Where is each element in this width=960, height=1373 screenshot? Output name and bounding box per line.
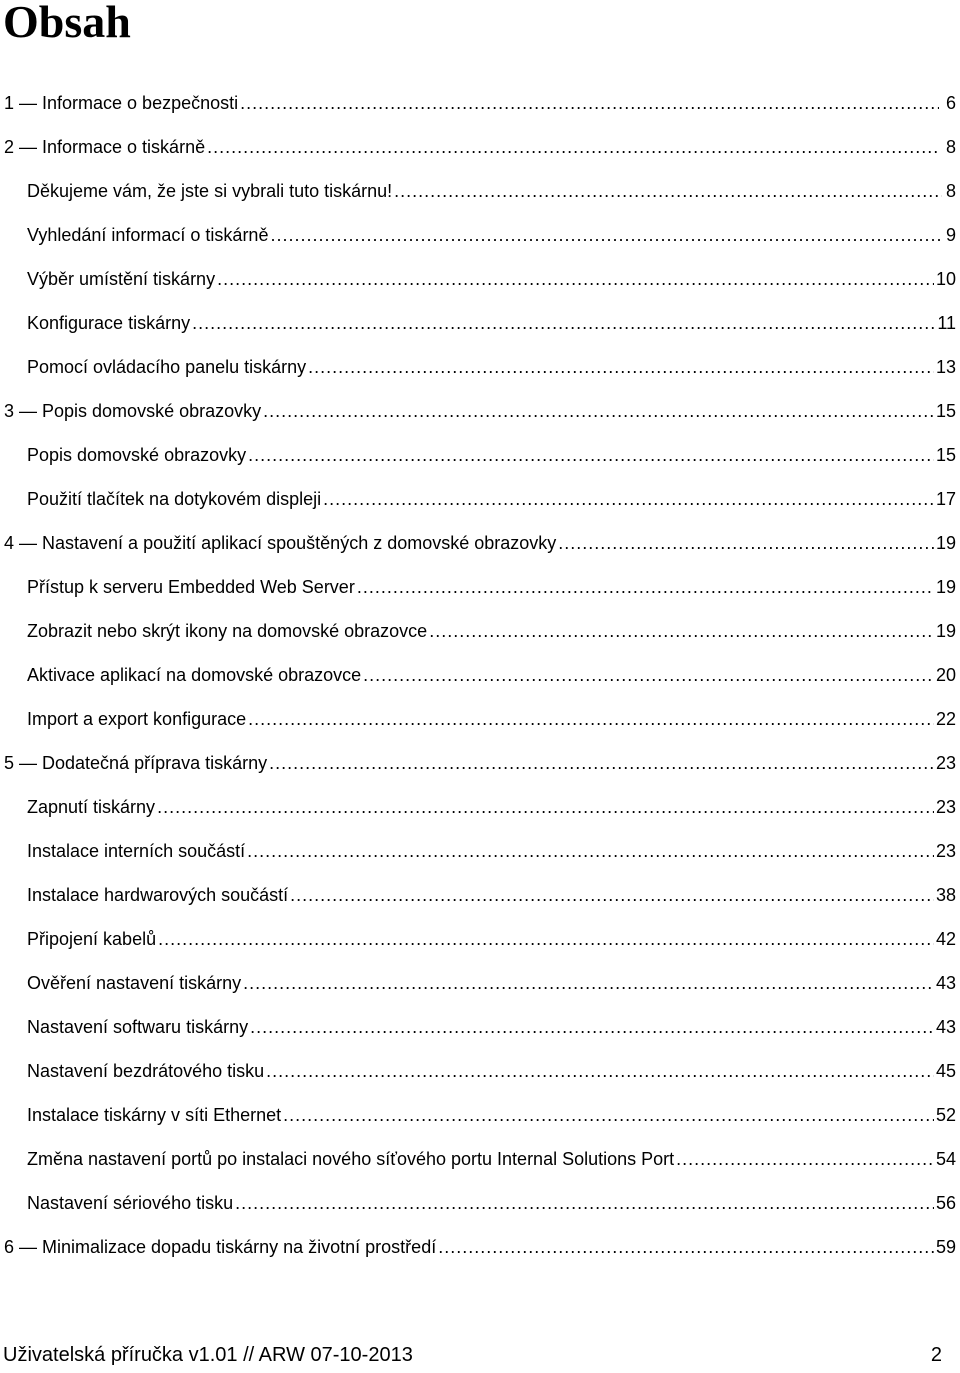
toc-entry-label: Nastavení bezdrátového tisku: [27, 1060, 265, 1081]
toc-entry-page: 23: [935, 796, 956, 817]
toc-entry-label: Pomocí ovládacího panelu tiskárny: [27, 356, 307, 377]
toc-entry-label: Vyhledání informací o tiskárně: [27, 224, 269, 245]
toc-entry[interactable]: [0, 741, 960, 785]
toc-dot-leader: [308, 357, 934, 378]
toc-entry-page: 19: [935, 576, 956, 597]
toc-entry-label: Zapnutí tiskárny: [27, 796, 156, 817]
toc-entry-label: 3 — Popis domovské obrazovky: [4, 400, 262, 421]
toc-entry-page: 8: [945, 180, 956, 201]
toc-entry-label: Konfigurace tiskárny: [27, 312, 191, 333]
toc-entry[interactable]: [0, 389, 960, 433]
toc-entry-page: 9: [945, 224, 956, 245]
toc-entry[interactable]: [0, 609, 960, 653]
toc-dot-leader: [250, 1017, 934, 1038]
toc-dot-leader: [270, 225, 939, 246]
toc-entry[interactable]: [0, 521, 960, 565]
toc-entry[interactable]: [0, 1049, 960, 1093]
toc-entry-label: 1 — Informace o bezpečnosti: [4, 92, 239, 113]
footer-document-info: Uživatelská příručka v1.01 // ARW 07-10-2013: [3, 1344, 413, 1366]
toc-entry-page: 54: [935, 1148, 956, 1169]
toc-entry[interactable]: [0, 873, 960, 917]
toc-entry[interactable]: [0, 1225, 960, 1269]
toc-entry[interactable]: [0, 917, 960, 961]
toc-entry[interactable]: [0, 345, 960, 389]
toc-entry[interactable]: [0, 785, 960, 829]
toc-entry[interactable]: [0, 125, 960, 169]
toc-dot-leader: [157, 797, 934, 818]
toc-entry-label: Instalace hardwarových součástí: [27, 884, 289, 905]
footer-page-number: 2: [930, 1344, 942, 1366]
toc-entry[interactable]: [0, 653, 960, 697]
toc-entry-page: 38: [935, 884, 956, 905]
toc-entry-page: 45: [935, 1060, 956, 1081]
toc-entry-page: 23: [935, 840, 956, 861]
toc-dot-leader: [240, 93, 939, 114]
toc-entry[interactable]: [0, 301, 960, 345]
toc-entry-page: 23: [935, 752, 956, 773]
toc-entry[interactable]: [0, 213, 960, 257]
toc-dot-leader: [247, 841, 934, 862]
toc-entry-page: 22: [935, 708, 956, 729]
toc-dot-leader: [363, 665, 934, 686]
toc-entry-page: 15: [935, 400, 956, 421]
toc-entry-label: 4 — Nastavení a použití aplikací spouštěných z domovské obrazovky: [4, 532, 557, 553]
toc-entry-page: 43: [935, 972, 956, 993]
toc-dot-leader: [438, 1237, 934, 1258]
toc-entry-page: 17: [935, 488, 956, 509]
toc-entry-label: Zobrazit nebo skrýt ikony na domovské obrazovce: [27, 620, 428, 641]
toc-entry[interactable]: [0, 565, 960, 609]
toc-entry[interactable]: [0, 257, 960, 301]
toc-entry-label: Nastavení softwaru tiskárny: [27, 1016, 249, 1037]
toc-dot-leader: [217, 269, 934, 290]
toc-entry-label: 6 — Minimalizace dopadu tiskárny na životní prostředí: [4, 1236, 437, 1257]
toc-entry-page: 10: [935, 268, 956, 289]
toc-dot-leader: [248, 445, 934, 466]
toc-entry-label: Děkujeme vám, že jste si vybrali tuto tiskárnu!: [27, 180, 393, 201]
toc-entry-label: 5 — Dodatečná příprava tiskárny: [4, 752, 268, 773]
toc-entry[interactable]: [0, 477, 960, 521]
toc-dot-leader: [676, 1149, 934, 1170]
toc-entry-page: 8: [945, 136, 956, 157]
toc-entry[interactable]: [0, 1005, 960, 1049]
toc-dot-leader: [235, 1193, 934, 1214]
toc-dot-leader: [248, 709, 934, 730]
toc-entry-label: Změna nastavení portů po instalaci nového síťového portu Internal Solutions Port: [27, 1148, 675, 1169]
toc-entry[interactable]: [0, 697, 960, 741]
toc-dot-leader: [158, 929, 934, 950]
toc-dot-leader: [290, 885, 934, 906]
toc-entry[interactable]: [0, 433, 960, 477]
toc-entry-label: Import a export konfigurace: [27, 708, 247, 729]
toc-entry-page: 59: [935, 1236, 956, 1257]
toc-dot-leader: [357, 577, 934, 598]
toc-entry-page: 11: [937, 312, 956, 333]
toc-dot-leader: [269, 753, 934, 774]
toc-entry[interactable]: [0, 1137, 960, 1181]
toc-entry[interactable]: [0, 1181, 960, 1225]
toc-entry-label: Instalace interních součástí: [27, 840, 246, 861]
toc-entry-label: Nastavení sériového tisku: [27, 1192, 234, 1213]
toc-entry-label: Popis domovské obrazovky: [27, 444, 247, 465]
toc-dot-leader: [192, 313, 935, 334]
toc-dot-leader: [429, 621, 934, 642]
toc-entry-label: Aktivace aplikací na domovské obrazovce: [27, 664, 362, 685]
toc-entry[interactable]: [0, 961, 960, 1005]
toc-dot-leader: [283, 1105, 934, 1126]
toc-entry-page: 52: [935, 1104, 956, 1125]
toc-entry-page: 19: [935, 620, 956, 641]
toc-entry-page: 42: [935, 928, 956, 949]
toc-entry-page: 6: [945, 92, 956, 113]
toc-entry-label: Instalace tiskárny v síti Ethernet: [27, 1104, 282, 1125]
toc-dot-leader: [323, 489, 934, 510]
page-title: Obsah: [3, 0, 131, 47]
toc-entry[interactable]: [0, 1093, 960, 1137]
toc-entry-label: Ověření nastavení tiskárny: [27, 972, 242, 993]
toc-dot-leader: [243, 973, 934, 994]
toc-entry-label: Výběr umístění tiskárny: [27, 268, 216, 289]
toc-entry[interactable]: [0, 81, 960, 125]
page-footer: [3, 1344, 942, 1367]
toc-entry[interactable]: [0, 829, 960, 873]
toc-entry-label: Přístup k serveru Embedded Web Server: [27, 576, 355, 597]
toc-dot-leader: [266, 1061, 934, 1082]
toc-entry-label: Použití tlačítek na dotykovém displeji: [27, 488, 322, 509]
toc-entry-page: 56: [935, 1192, 956, 1213]
toc-dot-leader: [207, 137, 938, 158]
toc-entry-label: 2 — Informace o tiskárně: [4, 136, 206, 157]
toc-dot-leader: [263, 401, 934, 422]
toc-entry-page: 15: [935, 444, 956, 465]
toc-entry-page: 20: [935, 664, 956, 685]
toc-dot-leader: [558, 533, 934, 554]
toc-entry-page: 19: [935, 532, 956, 553]
toc-entry[interactable]: [0, 169, 960, 213]
toc-entry-page: 43: [935, 1016, 956, 1037]
toc-dot-leader: [394, 181, 942, 202]
toc-entry-label: Připojení kabelů: [27, 928, 157, 949]
toc-entry-page: 13: [935, 356, 956, 377]
